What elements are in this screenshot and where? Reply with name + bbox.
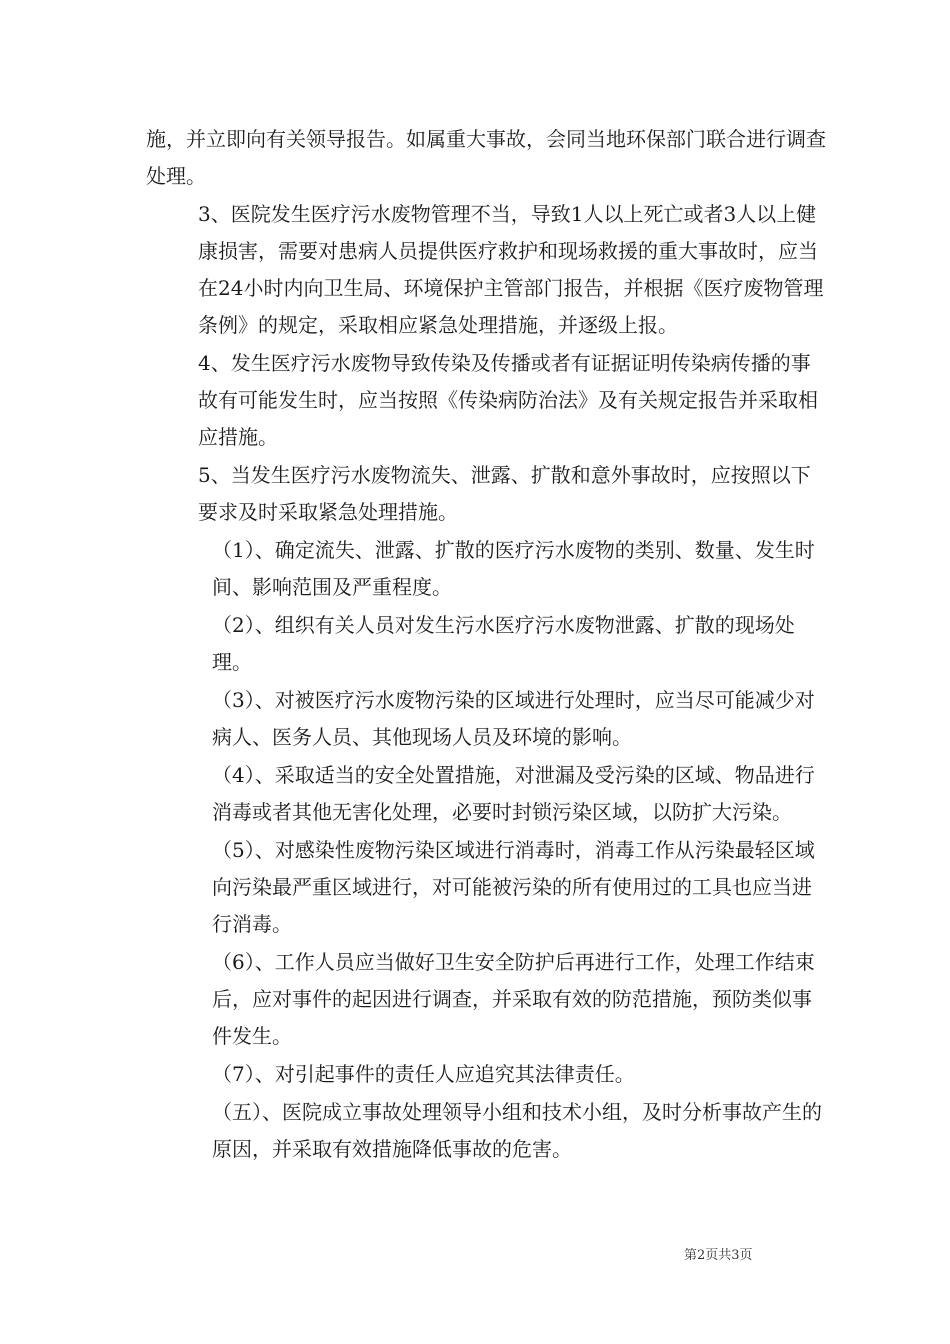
paragraph-sub-7: （7）、对引起事件的责任人应追究其法律责任。 [212, 1062, 635, 1086]
paragraph-item-3: 3、医院发生医疗污水废物管理不当，导致1人以上死亡或者3人以上健康损害，需要对患病人员提供医疗救护和现场救援的重大事故时，应当在24小时内向卫生局、环境保护主管部门报告，并根据《医疗废物管理条例》的规定，采取相应紧急处理措施，并逐级上报。 [198, 202, 824, 337]
document-body [146, 121, 826, 1169]
paragraph-sub-5: （5）、对感染性废物污染区域进行消毒时，消毒工作从污染最轻区域向污染最严重区域进行，对可能被污染的所有使用过的工具也应当进行消毒。 [212, 838, 815, 936]
page-number-footer: 第2页共3页 [684, 1248, 753, 1263]
paragraph-continuation: 施，并立即向有关领导报告。如属重大事故，会同当地环保部门联合进行调查处理。 [146, 127, 826, 188]
paragraph-sub-3: （3）、对被医疗污水废物污染的区域进行处理时，应当尽可能减少对病人、医务人员、其他现场人员及环境的影响。 [212, 688, 815, 749]
paragraph-sub-1: （1）、确定流失、泄露、扩散的医疗污水废物的类别、数量、发生时间、影响范围及严重程度。 [212, 538, 815, 599]
paragraph-item-4: 4、发生医疗污水废物导致传染及传播或者有证据证明传染病传播的事故有可能发生时，应当按照《传染病防治法》及有关规定报告并采取相应措施。 [198, 351, 818, 449]
paragraph-item-5: 5、当发生医疗污水废物流失、泄露、扩散和意外事故时，应按照以下要求及时采取紧急处理措施。 [198, 463, 811, 524]
paragraph-sub-4: （4）、采取适当的安全处置措施，对泄漏及受污染的区域、物品进行消毒或者其他无害化处理，必要时封锁污染区域，以防扩大污染。 [212, 763, 815, 824]
paragraph-sub-2: （2）、组织有关人员对发生污水医疗污水废物泄露、扩散的现场处理。 [212, 613, 795, 674]
paragraph-section-5: （五）、医院成立事故处理领导小组和技术小组，及时分析事故产生的原因，并采取有效措施降低事故的危害。 [212, 1100, 822, 1161]
paragraph-sub-6: （6）、工作人员应当做好卫生安全防护后再进行工作，处理工作结束后，应对事件的起因进行调查，并采取有效的防范措施，预防类似事件发生。 [212, 950, 815, 1048]
